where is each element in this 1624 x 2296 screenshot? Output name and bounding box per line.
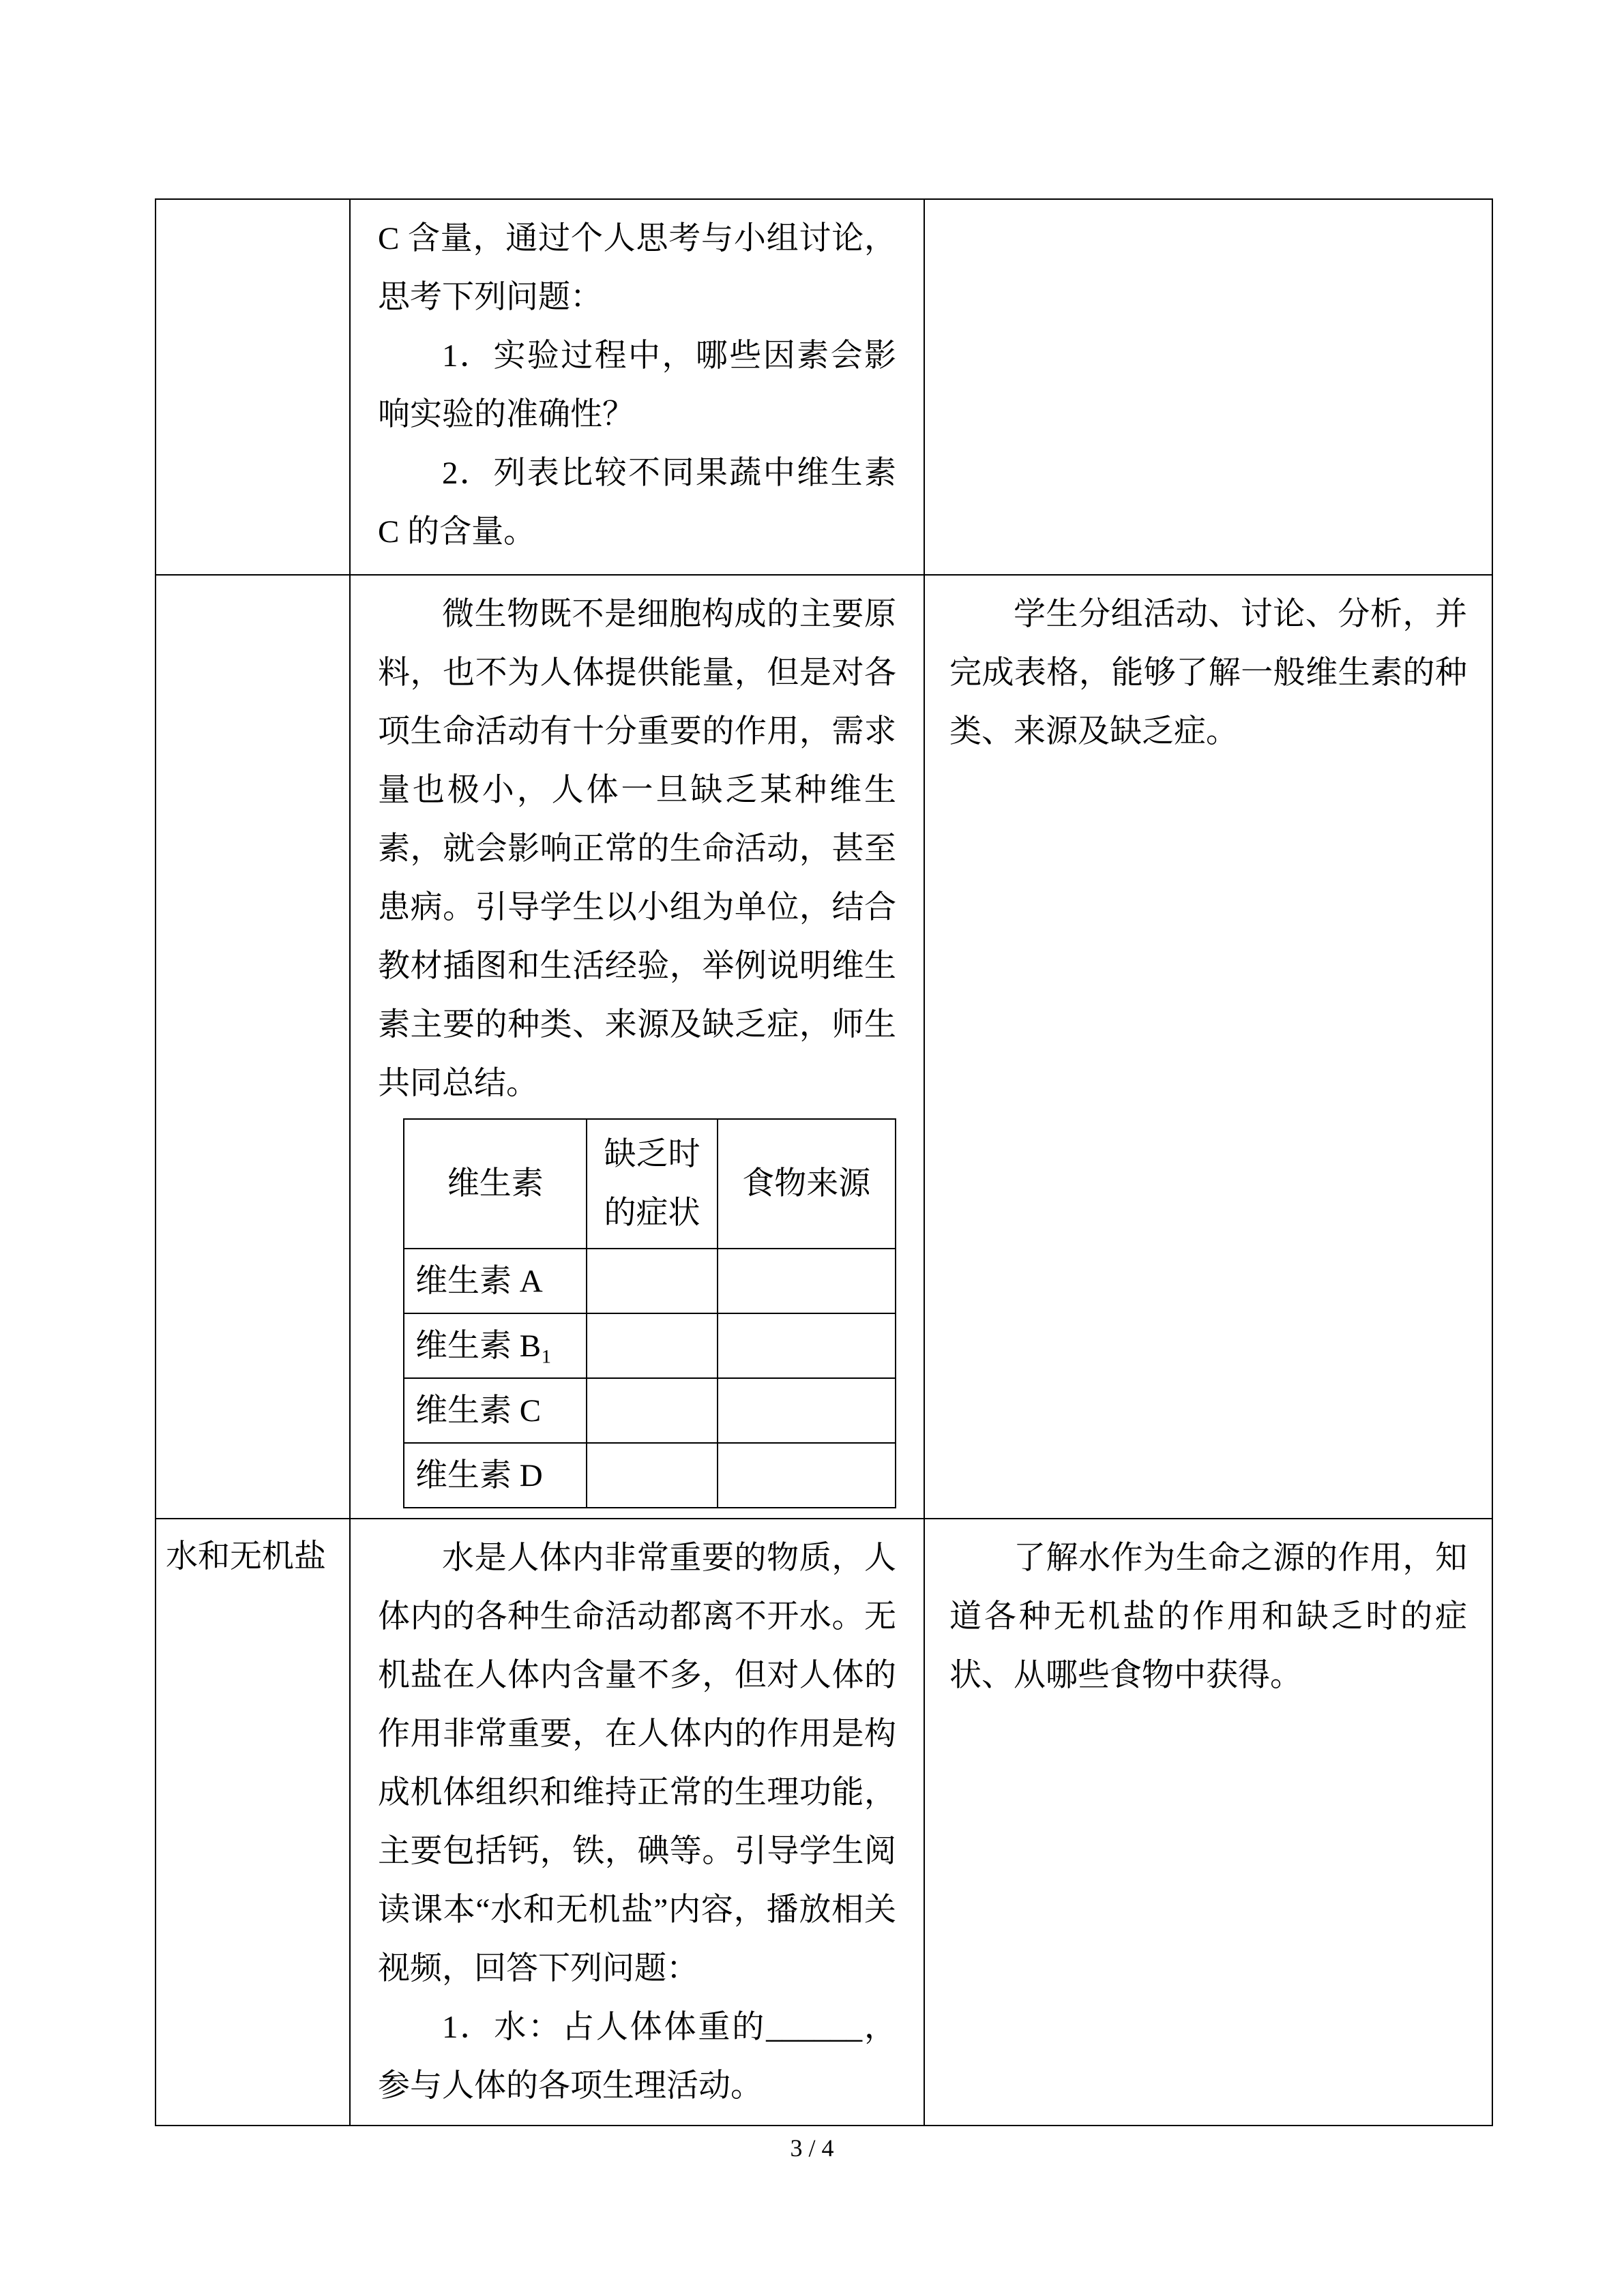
numbered-item: 1．实验过程中，哪些因素会影响实验的准确性？ xyxy=(378,338,896,432)
table-row-continuation xyxy=(156,199,1492,575)
vitamin-table-row xyxy=(404,1249,896,1313)
vitamin-name-cell: 维生素 B₁ xyxy=(404,1313,587,1378)
vitamin-table-row xyxy=(404,1443,896,1508)
row-label-cell xyxy=(156,1519,350,2126)
numbered-item: 1．水：占人体体重的______，参与人体的各项生理活动。 xyxy=(378,2010,896,2104)
table-row-water-minerals xyxy=(156,1519,1492,2126)
numbered-item: 2．列表比较不同果蔬中维生素 C 的含量。 xyxy=(378,456,896,550)
paragraph: 微生物既不是细胞构成的主要原料，也不为人体提供能量，但是对各项生命活动有十分重要的作用，需求量也极小，人体一旦缺乏某种维生素，就会影响正常的生命活动，甚至患病。引导学生以小组为单位，结合教材插图和生活经验，举例说明维生素主要的种类、来源及缺乏症，师生共同总结。 xyxy=(378,597,896,1101)
vitamin-table-header: 食物来源 xyxy=(718,1119,896,1249)
student-activity-cell xyxy=(924,199,1492,575)
vitamin-table-row xyxy=(404,1313,896,1378)
vitamin-table xyxy=(403,1118,896,1508)
lesson-plan-table xyxy=(155,198,1493,2126)
vitamin-table-row xyxy=(404,1378,896,1443)
paragraph: 了解水作为生命之源的作用，知道各种无机盐的作用和缺乏时的症状、从哪些食物中获得。 xyxy=(949,1540,1467,1693)
teaching-content-cell xyxy=(350,575,924,1519)
paragraph: 水是人体内非常重要的物质，人体内的各种生命活动都离不开水。无机盐在人体内含量不多，但对人体的作用非常重要，在人体内的作用是构成机体组织和维持正常的生理功能，主要包括钙，铁，碘等。引导学生阅读课本“水和无机盐”内容，播放相关视频，回答下列问题： xyxy=(378,1540,896,1986)
empty-cell xyxy=(587,1443,717,1508)
empty-cell xyxy=(587,1313,717,1378)
empty-cell xyxy=(718,1313,896,1378)
student-activity-cell xyxy=(924,1519,1492,2126)
paragraph: C 含量，通过个人思考与小组讨论，思考下列问题： xyxy=(378,221,896,315)
vitamin-table-header-row xyxy=(404,1119,896,1249)
empty-cell xyxy=(718,1378,896,1443)
vitamin-table-header: 缺乏时的症状 xyxy=(587,1119,717,1249)
vitamin-name-cell: 维生素 C xyxy=(404,1378,587,1443)
row-label-cell xyxy=(156,575,350,1519)
empty-cell xyxy=(718,1443,896,1508)
vitamin-name-cell: 维生素 A xyxy=(404,1249,587,1313)
table-row-vitamins xyxy=(156,575,1492,1519)
empty-cell xyxy=(718,1249,896,1313)
page-number: 3 / 4 xyxy=(790,2134,834,2162)
vitamin-table-header: 维生素 xyxy=(404,1119,587,1249)
row-label-cell xyxy=(156,199,350,575)
empty-cell xyxy=(587,1378,717,1443)
row-label: 水和无机盐 xyxy=(166,1539,326,1575)
teaching-content-cell xyxy=(350,199,924,575)
student-activity-cell xyxy=(924,575,1492,1519)
empty-cell xyxy=(587,1249,717,1313)
vitamin-name-cell: 维生素 D xyxy=(404,1443,587,1508)
teaching-content-cell xyxy=(350,1519,924,2126)
paragraph: 学生分组活动、讨论、分析，并完成表格，能够了解一般维生素的种类、来源及缺乏症。 xyxy=(949,597,1467,749)
